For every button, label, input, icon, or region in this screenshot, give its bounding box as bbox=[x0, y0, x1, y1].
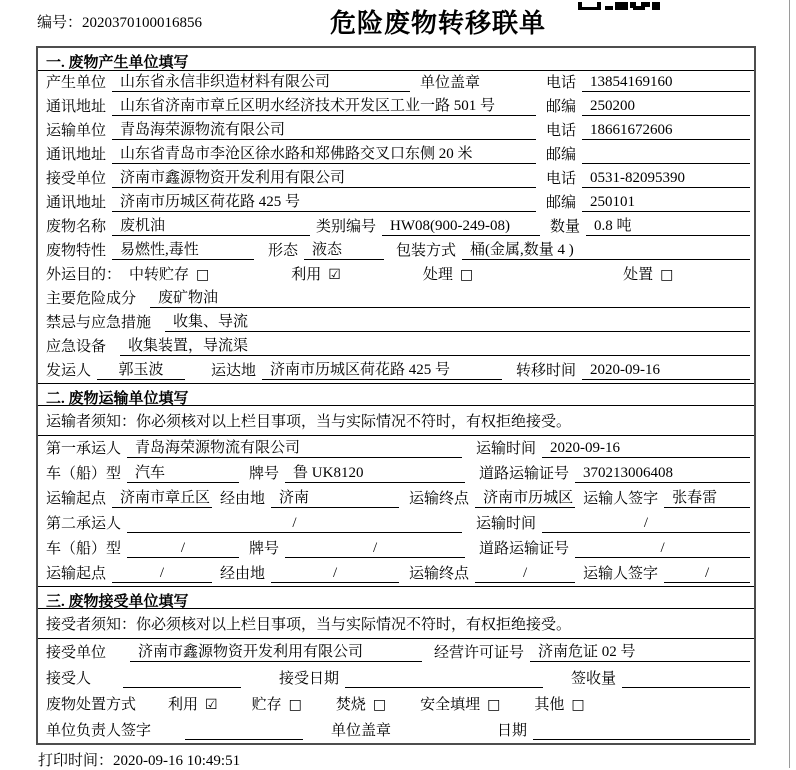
zip1-label: 邮编 bbox=[545, 99, 576, 115]
phone2-value: 18661672606 bbox=[582, 122, 750, 140]
section-3-title: 三. 废物接受单位填写 bbox=[38, 586, 754, 609]
hazard-label: 主要危险成分 bbox=[46, 291, 137, 307]
option-label: 利用 bbox=[291, 267, 322, 283]
carrier1-value: 青岛海荣源物流有限公司 bbox=[127, 436, 462, 458]
date-value bbox=[345, 671, 543, 688]
waste-name-value: 废机油 bbox=[112, 214, 310, 236]
addr2-label: 通讯地址 bbox=[46, 147, 107, 163]
transfer-time-value: 2020-09-16 bbox=[582, 362, 750, 380]
equipment-label: 应急设备 bbox=[46, 339, 107, 355]
person-label: 接受人 bbox=[46, 671, 92, 687]
option-label: 处理 bbox=[422, 267, 453, 283]
section-receiver bbox=[38, 586, 754, 743]
date2-label: 日期 bbox=[497, 723, 528, 739]
signature1-value: 张春雷 bbox=[664, 486, 750, 508]
carrier1-label: 第一承运人 bbox=[46, 441, 122, 457]
time2-label: 运输时间 bbox=[476, 516, 537, 532]
print-time-label: 打印时间： bbox=[38, 753, 114, 769]
origin2-value: / bbox=[112, 565, 212, 583]
shipper-value: 郭玉波 bbox=[97, 358, 185, 380]
permit1-value: 370213006408 bbox=[575, 465, 750, 483]
row-receiver bbox=[38, 167, 754, 191]
stamp-label: 单位盖章 bbox=[420, 75, 481, 91]
zip2-label: 邮编 bbox=[545, 147, 576, 163]
character-label: 废物特性 bbox=[46, 243, 107, 259]
amount-value bbox=[622, 671, 750, 688]
option-label: 利用 bbox=[168, 697, 199, 713]
purpose-option-dispose bbox=[623, 263, 673, 284]
leader-sign-value bbox=[185, 723, 303, 740]
option-label: 贮存 bbox=[251, 697, 282, 713]
vehicle2-label: 车（船）型 bbox=[46, 541, 122, 557]
zip3-label: 邮编 bbox=[545, 195, 576, 211]
shipper-label: 发运人 bbox=[46, 363, 92, 379]
checkbox-checked-icon: ☑ bbox=[205, 697, 218, 713]
page-right-edge bbox=[789, 0, 790, 768]
checkbox-icon: □ bbox=[487, 697, 501, 713]
time1-value: 2020-09-16 bbox=[542, 440, 750, 458]
plate2-label: 牌号 bbox=[249, 541, 280, 557]
unit-label: 接受单位 bbox=[46, 645, 107, 661]
signature2-value: / bbox=[664, 565, 750, 583]
row-receiving-person bbox=[38, 665, 754, 691]
date-label: 接受日期 bbox=[279, 671, 340, 687]
character-value: 易燃性,毒性 bbox=[112, 238, 254, 260]
producer-label: 产生单位 bbox=[46, 75, 107, 91]
vehicle1-label: 车（船）型 bbox=[46, 466, 122, 482]
packing-value: 桶(金属,数量 4 ) bbox=[462, 238, 750, 260]
option-label: 焚烧 bbox=[335, 697, 366, 713]
disposal-option-landfill bbox=[420, 693, 500, 714]
transporter-notice: 运输者须知：你必须核对以上栏目事项，当与实际情况不符时，有权拒绝接受。 bbox=[38, 406, 754, 436]
terminal1-value: 济南市历城区 bbox=[475, 486, 575, 508]
via1-label: 经由地 bbox=[220, 491, 266, 507]
category-value: HW08(900-249-08) bbox=[382, 218, 540, 236]
row-second-carrier bbox=[38, 511, 754, 536]
page-title: 危险废物转移联单 bbox=[330, 9, 547, 38]
transfer-time-label: 转移时间 bbox=[516, 363, 577, 379]
destination-label: 运达地 bbox=[211, 363, 257, 379]
section-producer bbox=[38, 48, 754, 383]
vehicle2-value: / bbox=[127, 540, 239, 558]
transporter-value: 青岛海荣源物流有限公司 bbox=[112, 118, 536, 140]
purpose-option-transit-storage bbox=[129, 263, 209, 284]
vehicle1-value: 汽车 bbox=[127, 461, 239, 483]
section-transporter bbox=[38, 383, 754, 586]
row-transporter bbox=[38, 119, 754, 143]
checkbox-checked-icon: ☑ bbox=[328, 267, 341, 283]
hazard-value: 废矿物油 bbox=[150, 286, 750, 308]
row-producer bbox=[38, 71, 754, 95]
transporter-label: 运输单位 bbox=[46, 123, 107, 139]
row-transfer-purpose bbox=[38, 263, 754, 287]
form-state-value: 液态 bbox=[304, 238, 384, 260]
equipment-value: 收集装置，导流渠 bbox=[120, 334, 750, 356]
checkbox-icon: □ bbox=[196, 267, 210, 283]
producer-value: 山东省永信非织造材料有限公司 bbox=[112, 70, 410, 92]
addr3-value: 济南市历城区荷花路 425 号 bbox=[112, 190, 536, 212]
plate2-value: / bbox=[285, 540, 465, 558]
row-shipper bbox=[38, 359, 754, 383]
disposal-option-storage bbox=[252, 693, 302, 714]
plate1-label: 牌号 bbox=[249, 466, 280, 482]
section-2-title: 二. 废物运输单位填写 bbox=[38, 383, 754, 406]
zip3-value: 250101 bbox=[582, 194, 750, 212]
packing-label: 包装方式 bbox=[396, 243, 457, 259]
serial-number-line bbox=[37, 11, 202, 32]
addr1-label: 通讯地址 bbox=[46, 99, 107, 115]
origin1-label: 运输起点 bbox=[46, 491, 107, 507]
via2-value: / bbox=[271, 565, 399, 583]
row-disposal-method bbox=[38, 691, 754, 717]
phone3-label: 电话 bbox=[545, 171, 576, 187]
row-hazard-component bbox=[38, 287, 754, 311]
time2-value: / bbox=[542, 515, 750, 533]
option-label: 中转贮存 bbox=[129, 267, 190, 283]
row-vehicle-2 bbox=[38, 536, 754, 561]
section-1-title: 一. 废物产生单位填写 bbox=[38, 48, 754, 71]
waste-name-label: 废物名称 bbox=[46, 219, 107, 235]
disposal-option-use bbox=[168, 693, 218, 714]
row-receiving-unit bbox=[38, 639, 754, 665]
category-label: 类别编号 bbox=[316, 219, 377, 235]
date2-value bbox=[533, 723, 750, 740]
taboo-value: 收集、导流 bbox=[165, 310, 750, 332]
license-value: 济南危证 02 号 bbox=[530, 640, 750, 662]
row-producer-address bbox=[38, 95, 754, 119]
row-waste-name bbox=[38, 215, 754, 239]
terminal2-value: / bbox=[475, 565, 575, 583]
signature1-label: 运输人签字 bbox=[583, 491, 659, 507]
print-time-value: 2020-09-16 10:49:51 bbox=[113, 753, 241, 769]
zip2-value bbox=[582, 147, 750, 164]
disposal-option-incinerate bbox=[336, 693, 386, 714]
purpose-option-treat bbox=[423, 263, 473, 284]
checkbox-icon: □ bbox=[372, 697, 387, 713]
checkbox-icon: □ bbox=[288, 697, 302, 713]
destination-value: 济南市历城区荷花路 425 号 bbox=[262, 358, 502, 380]
signature2-label: 运输人签字 bbox=[583, 566, 659, 582]
option-label: 处置 bbox=[623, 267, 654, 283]
phone1-value: 13854169160 bbox=[582, 74, 750, 92]
quantity-label: 数量 bbox=[550, 219, 581, 235]
row-transporter-address bbox=[38, 143, 754, 167]
carrier2-label: 第二承运人 bbox=[46, 516, 122, 532]
unit-value: 济南市鑫源物资开发利用有限公司 bbox=[130, 640, 422, 662]
row-route-1 bbox=[38, 486, 754, 511]
carrier2-value: / bbox=[127, 515, 462, 533]
leader-sign-label: 单位负责人签字 bbox=[46, 723, 152, 739]
checkbox-icon: □ bbox=[459, 267, 474, 283]
phone2-label: 电话 bbox=[545, 123, 576, 139]
license-label: 经营许可证号 bbox=[434, 645, 525, 661]
via1-value: 济南 bbox=[271, 486, 399, 508]
origin1-value: 济南市章丘区 bbox=[112, 486, 212, 508]
option-label: 其他 bbox=[534, 697, 565, 713]
receiver-label: 接受单位 bbox=[46, 171, 107, 187]
manifest-form bbox=[36, 46, 756, 745]
quantity-value: 0.8 吨 bbox=[586, 214, 750, 236]
phone1-label: 电话 bbox=[545, 75, 576, 91]
row-route-2 bbox=[38, 561, 754, 586]
row-receiver-address bbox=[38, 191, 754, 215]
via2-label: 经由地 bbox=[220, 566, 266, 582]
terminal2-label: 运输终点 bbox=[409, 566, 470, 582]
taboo-label: 禁忌与应急措施 bbox=[46, 315, 152, 331]
receiver-notice: 接受者须知：你必须核对以上栏目事项，当与实际情况不符时，有权拒绝接受。 bbox=[38, 609, 754, 639]
addr2-value: 山东省青岛市李沧区徐水路和郑佛路交叉口东侧 20 米 bbox=[112, 142, 536, 164]
disposal-label: 废物处置方式 bbox=[46, 697, 137, 713]
phone3-value: 0531-82095390 bbox=[582, 170, 750, 188]
disposal-option-other bbox=[534, 693, 584, 714]
person-value bbox=[123, 671, 241, 688]
row-leader-signature bbox=[38, 717, 754, 743]
option-label: 安全填埋 bbox=[420, 697, 481, 713]
amount-label: 签收量 bbox=[571, 671, 617, 687]
unit-stamp-label: 单位盖章 bbox=[331, 723, 392, 739]
serial-value: 2020370100016856 bbox=[82, 15, 203, 31]
qr-code-fragment-icon bbox=[578, 0, 660, 10]
terminal1-label: 运输终点 bbox=[409, 491, 470, 507]
purpose-option-use bbox=[291, 263, 341, 284]
time1-label: 运输时间 bbox=[476, 441, 537, 457]
row-taboo-measures bbox=[38, 311, 754, 335]
row-emergency-equipment bbox=[38, 335, 754, 359]
row-first-carrier bbox=[38, 436, 754, 461]
serial-label: 编号： bbox=[37, 15, 83, 31]
permit2-label: 道路运输证号 bbox=[479, 541, 570, 557]
checkbox-icon: □ bbox=[660, 267, 674, 283]
checkbox-icon: □ bbox=[571, 697, 585, 713]
origin2-label: 运输起点 bbox=[46, 566, 107, 582]
print-time-line bbox=[38, 749, 240, 770]
receiver-value: 济南市鑫源物资开发利用有限公司 bbox=[112, 166, 536, 188]
purpose-label: 外运目的： bbox=[46, 267, 122, 283]
permit1-label: 道路运输证号 bbox=[479, 466, 570, 482]
row-waste-character bbox=[38, 239, 754, 263]
zip1-value: 250200 bbox=[582, 98, 750, 116]
row-vehicle-1 bbox=[38, 461, 754, 486]
permit2-value: / bbox=[575, 540, 750, 558]
addr1-value: 山东省济南市章丘区明水经济技术开发区工业一路 501 号 bbox=[112, 94, 536, 116]
addr3-label: 通讯地址 bbox=[46, 195, 107, 211]
form-state-label: 形态 bbox=[268, 243, 299, 259]
plate1-value: 鲁 UK8120 bbox=[285, 461, 465, 483]
